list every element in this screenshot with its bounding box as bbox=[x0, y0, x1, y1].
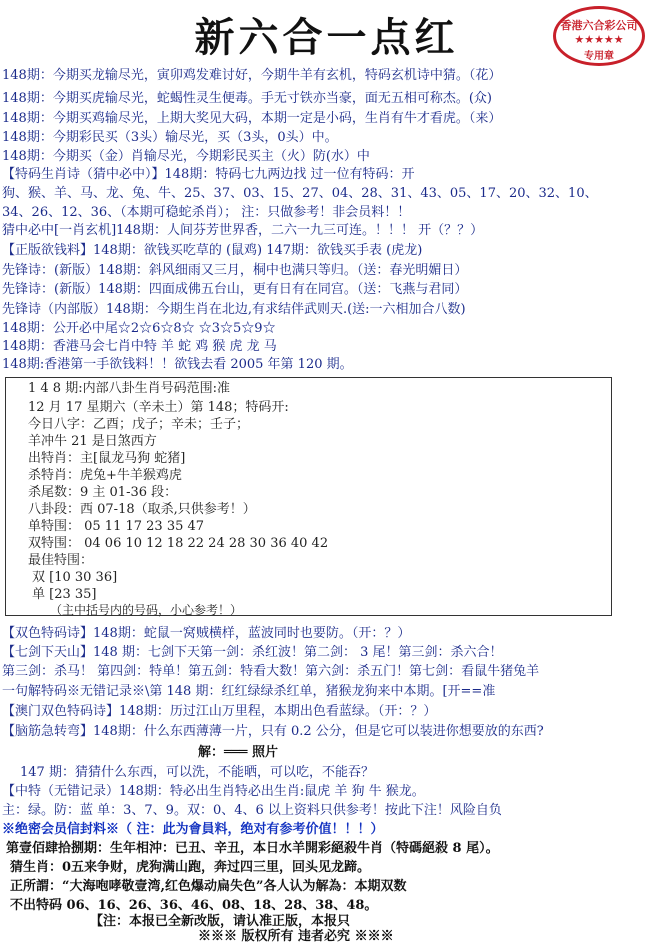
text-line: 148期：今期彩民买（3头）输尽光，买（3头，0头）中。 bbox=[2, 130, 338, 145]
box-line: 最佳特围： bbox=[28, 553, 94, 568]
text-line: 猜生肖：0五来争财，虎狗满山跑，奔过四三里，回头见龙蹄。 bbox=[10, 860, 371, 875]
text-line: 34、26、12、36、（本期可稳蛇杀肖）； 注：只做参考！非会员料！！ bbox=[2, 205, 411, 220]
text-line: 猜中必中[一肖玄机]148期：人间芬芳世界香，二六一九三可连。！！！ 开（？？） bbox=[2, 223, 484, 238]
text-line: 147 期：猜猜什么东西，可以洗，不能晒，可以吃，不能吞？ bbox=[20, 765, 374, 780]
text-line: 【澳门双色特码诗】148期：历过江山万里程，本期出色看蓝绿。（开：？） bbox=[2, 704, 437, 719]
text-line: 【正版欲钱料】148期：欲钱买吃草的 (鼠鸡) 147期：欲钱买手表 (虎龙) bbox=[2, 243, 423, 258]
text-line: 148期:香港第一手欲钱料！！欲钱去看 2005 年第 120 期。 bbox=[2, 357, 353, 372]
box-line: 12 月 17 星期六（辛未土）第 148；特码开: bbox=[28, 400, 289, 415]
box-line: 羊冲牛 21 是日煞西方 bbox=[28, 434, 157, 449]
copyright-notice: ※※※ 版权所有 违者必究 ※※※ bbox=[198, 929, 394, 944]
text-line: 148期：香港马会七肖中特 羊 蛇 鸡 猴 虎 龙 马 bbox=[2, 339, 277, 354]
text-line: 第三剑：杀马！ 第四剑：特单！第五剑：特看大数！第六剑：杀五门！第七剑：看鼠牛猪兔羊 bbox=[2, 664, 540, 679]
text-line: 【双色特码诗】148期：蛇鼠一窝贼横样，蓝波同时也要防。（开：？） bbox=[2, 626, 411, 641]
text-line: 一句解特码※无错记录※\第 148 期：红红绿绿杀红单，猪猴龙狗来中本期。[开==准 bbox=[2, 684, 496, 699]
box-line: 八卦段：西 07-18（取杀,只供参考！） bbox=[28, 502, 256, 517]
box-line: 出特肖：主[鼠龙马狗 蛇猪] bbox=[28, 451, 186, 466]
box-line: 1 4 8 期:内部八卦生肖号码范围:准 bbox=[28, 381, 230, 396]
box-line: 单 [23 35] bbox=[32, 587, 97, 602]
box-line: 今日八字：乙酉；戊子；辛未；壬子； bbox=[28, 417, 250, 432]
bagua-number-box bbox=[5, 377, 612, 616]
box-line: 杀特肖：虎兔+牛羊猴鸡虎 bbox=[28, 468, 182, 483]
text-line: 148期：公开必中尾☆2☆6☆8☆ ☆3☆5☆9☆ bbox=[2, 321, 276, 336]
page-title: 新六合一点红 bbox=[194, 14, 459, 61]
text-line: 主：绿。防：蓝 单：3、7、9。双：0、4、6 以上资料只供参考！按此下注！风险自负 bbox=[2, 803, 502, 818]
text-line: 【特码生肖诗（猜中必中）】148期：特码七九两边找 过一位有特码：开 bbox=[2, 167, 415, 182]
box-line: 双特围： 04 06 10 12 18 22 24 28 30 36 40 42 bbox=[28, 536, 329, 551]
text-line: 148期：今期买（金）肖输尽光，今期彩民买主（火）防(水）中 bbox=[2, 149, 370, 164]
official-seal-icon bbox=[553, 6, 645, 66]
text-line: 先锋诗（内部版）148期：今期生肖在北边,有求结伴武则天.(送:一六相加合八数) bbox=[2, 302, 466, 317]
text-line: 正所謂：“大海咆哮敬壹湾,红色爆动扁失色”各人认为解為：本期双数 bbox=[10, 879, 407, 894]
text-line: 狗、猴、羊、马、龙、兔、牛、25、37、03、15、27、04、28、31、43、05、17、20、32、10、 bbox=[2, 186, 598, 201]
text-line: 【中特（无错记录）148期：特必出生肖特必出生肖:鼠虎 羊 狗 牛 猴龙。 bbox=[2, 784, 425, 799]
box-line: 双 [10 30 36] bbox=[32, 570, 118, 585]
text-line: 【七剑下天山】148 期：七剑下天第一剑：杀红波！第二剑： 3 尾！第三剑：杀六合！ bbox=[2, 645, 503, 660]
box-line: 单特围： 05 11 17 23 35 47 bbox=[28, 519, 205, 534]
text-line: 【脑筋急转弯】148期：什么东西薄薄一片，只有 0.2 公分，但是它可以装进你想要放的东西? bbox=[2, 724, 544, 739]
text-line: 【注：本报已全新改版，请认准正版，本报只 bbox=[90, 914, 351, 929]
text-line: 148期：今期买虎输尽光，蛇蝎性灵生便毒。手无寸铁亦当豪，面无五相可称杰。(众) bbox=[2, 91, 492, 106]
member-secret-heading: ※绝密会员信封料※（ 注：此为會員料，绝对有参考价值！！！） bbox=[2, 822, 384, 837]
box-line: 杀尾数：9 主 01-36 段： bbox=[28, 485, 178, 500]
text-line: 先锋诗：(新版）148期：四面成佛五台山，更有日有在同宫。（送：飞燕与君同） bbox=[2, 282, 468, 297]
text-line: 148期：今期买龙输尽光，寅卯鸡发难讨好，今期牛羊有玄机，特码玄机诗中猜。（花） bbox=[2, 68, 502, 83]
riddle-answer: 解：═══ 照片 bbox=[198, 745, 279, 760]
box-note: （主中括号内的号码，小心参考！） bbox=[50, 603, 243, 617]
text-line: 先锋诗：(新版）148期：斜风细雨又三月，桐中也满只等归。（送：春光明媚日） bbox=[2, 263, 468, 278]
text-line: 不出特码 06、16、26、36、46、08、18、28、38、48。 bbox=[10, 898, 378, 913]
seal-top-text: 香港六合彩公司 bbox=[560, 19, 638, 32]
text-line: 148期：今期买鸡输尽光，上期大奖见大码，本期一定是小码，生肖有牛才看虎。（来） bbox=[2, 111, 502, 126]
text-line: 第壹佰肆拾捌期：生年相沖：已丑、辛丑，本日水羊開彩絕殺牛肖（特碼絕殺 8 尾）。 bbox=[6, 841, 499, 856]
seal-stars: ★★★★★ bbox=[574, 33, 624, 46]
seal-bottom-text: 专用章 bbox=[584, 51, 614, 62]
